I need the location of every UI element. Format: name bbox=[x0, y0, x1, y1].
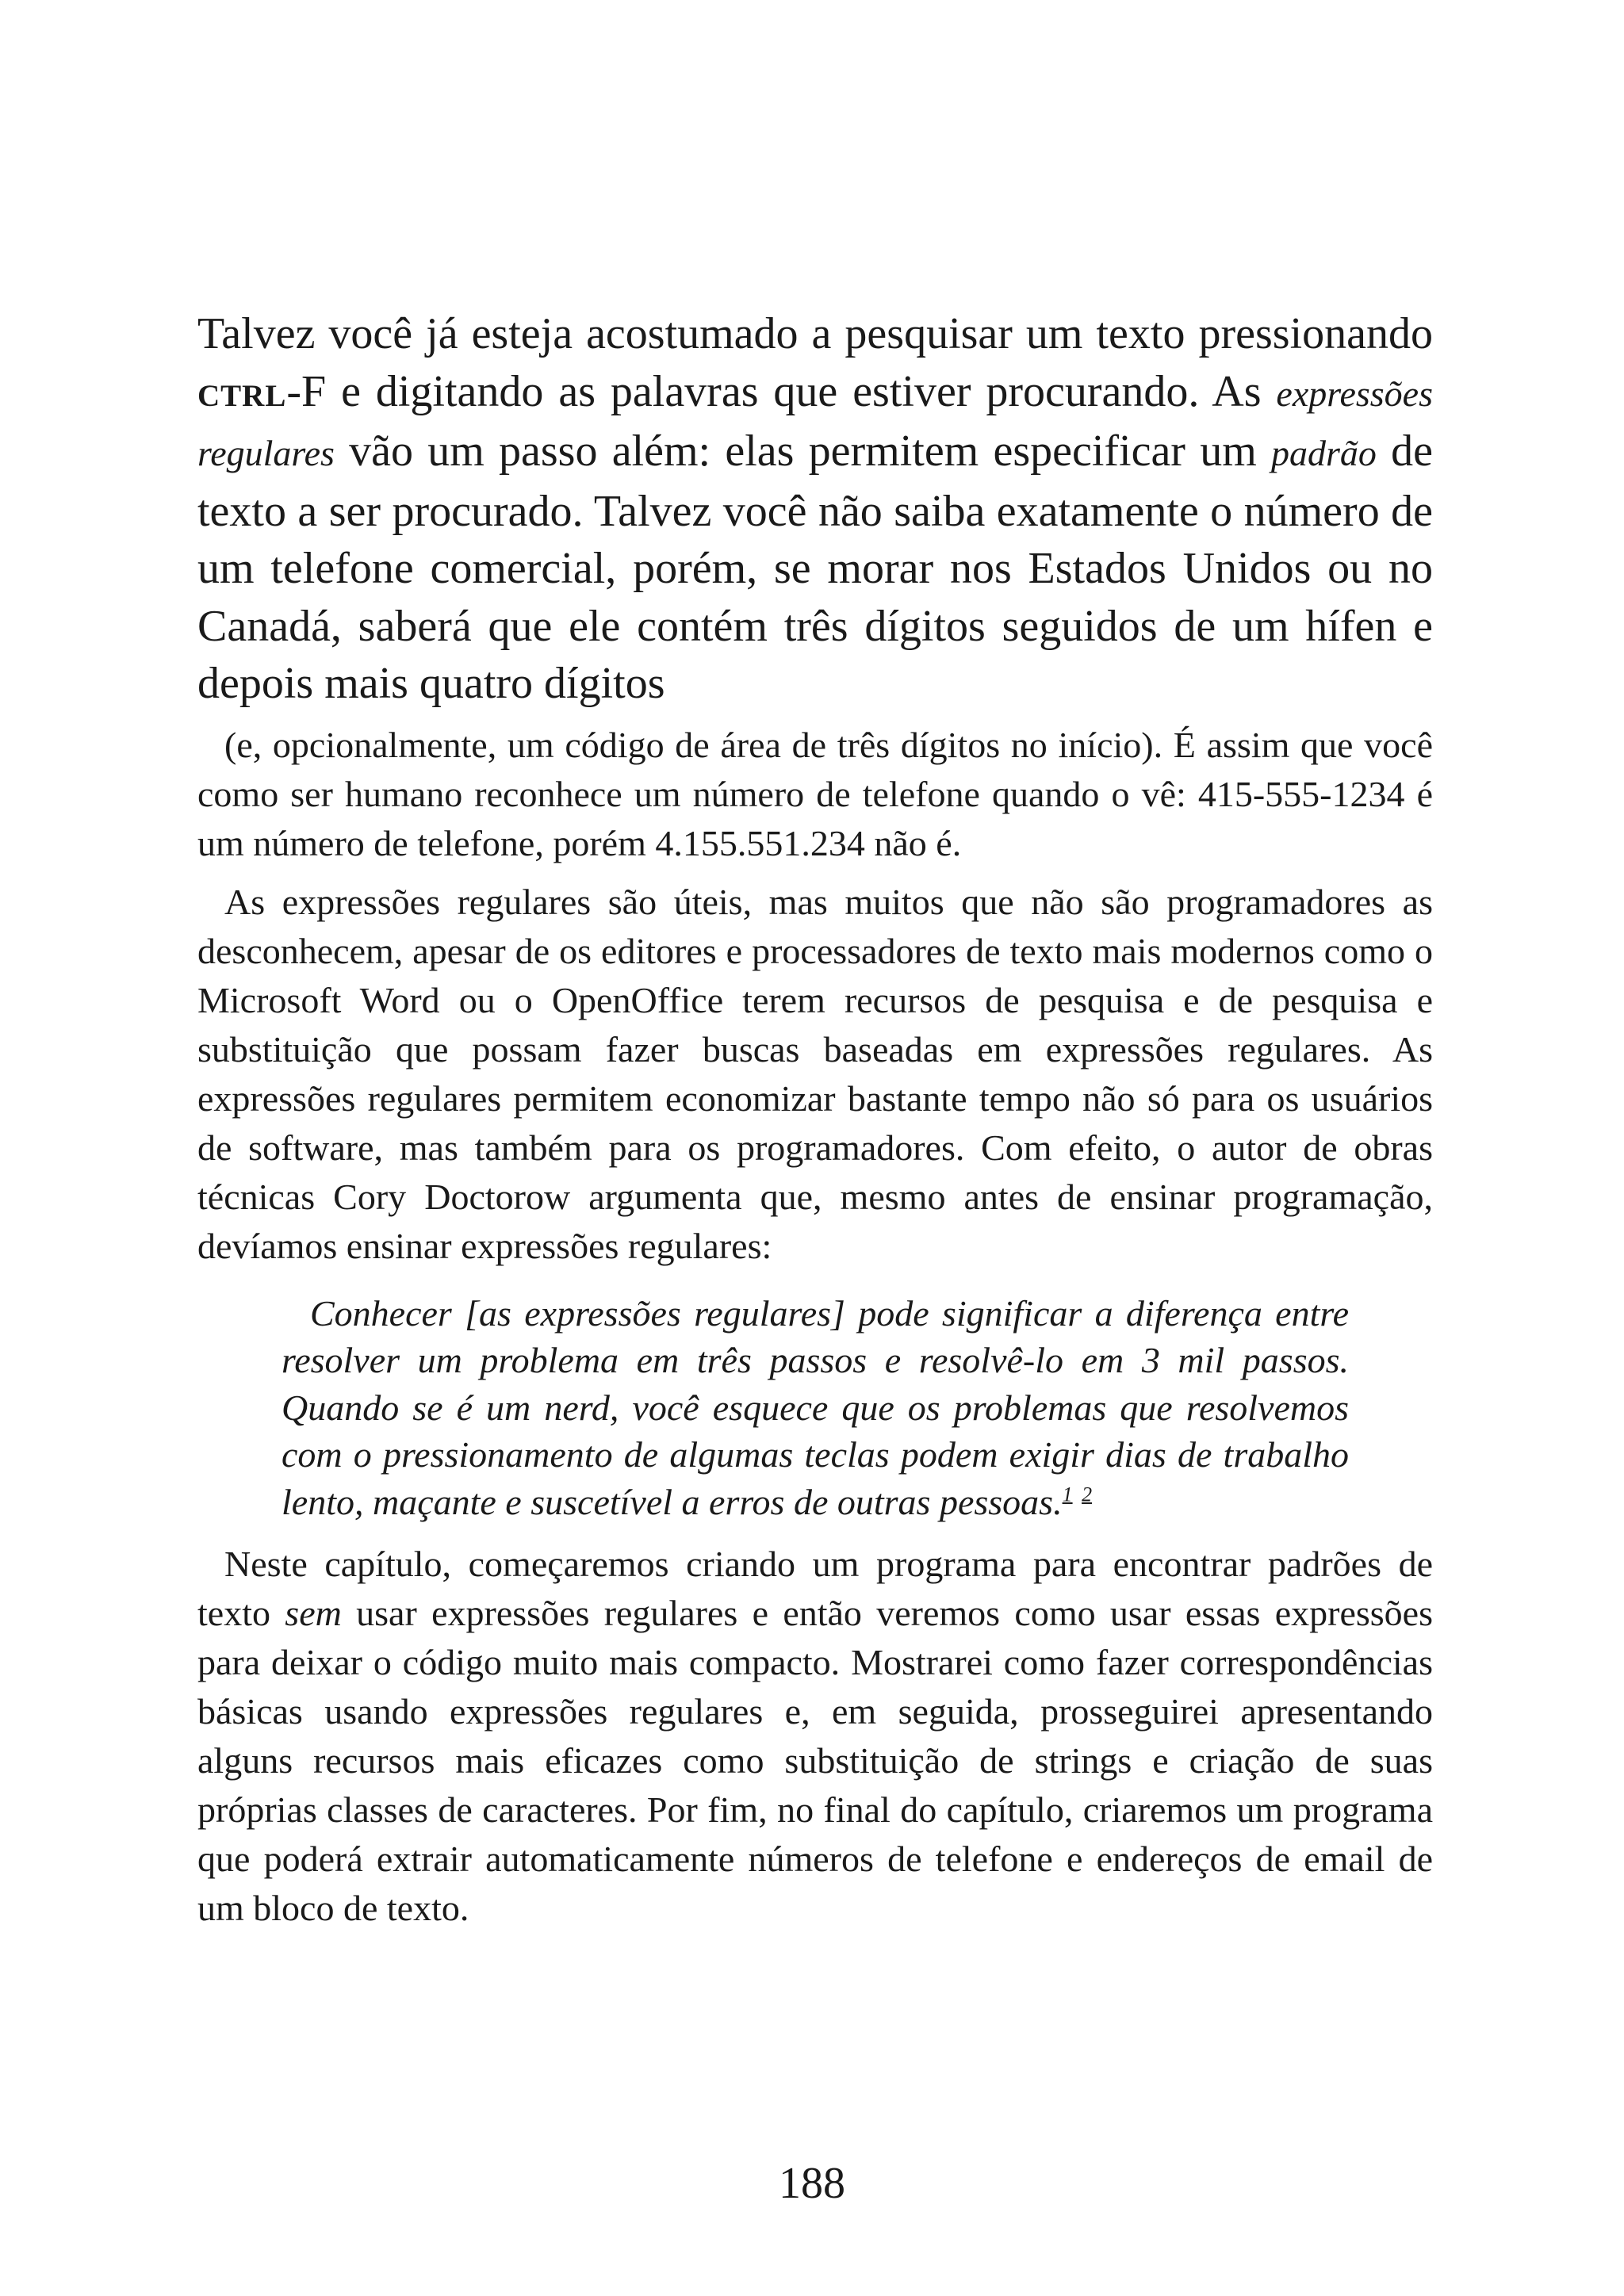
emphasis-pattern: padrão bbox=[1271, 433, 1377, 473]
quote-text: Conhecer [as expressões regulares] pode significar a diferença entre resolver um problema em três passos e resolvê-lo em 3 mil passos. Quando se é um nerd, você esquece que os problemas que resolvemos com o pressionamento de algumas teclas podem exigir dias de trabalho lento, maçante e suscetível a erros de outras pessoas. bbox=[282, 1292, 1349, 1522]
text-run: Neste capítulo, começaremos criando um programa para encontrar padrões de texto bbox=[197, 1544, 1433, 1633]
regex-usefulness-paragraph: As expressões regulares são úteis, mas muitos que não são programadores as desconhecem, apesar de os editores e processadores de texto mais modernos como o Microsoft Word ou o OpenOffice terem recursos de pesquisa e de pesquisa e substituição que possam fazer buscas baseadas em expressões regulares. As expressões regulares permitem economizar bastante tempo não só para os usuários de software, mas também para os programadores. Com efeito, o autor de obras técnicas Cory Doctorow argumenta que, mesmo antes de ensinar programação, devíamos ensinar expressões regulares: bbox=[197, 881, 1433, 1266]
text-run: vão um passo além: elas permitem especificar um bbox=[334, 427, 1271, 476]
chapter-overview-paragraph bbox=[197, 1540, 1433, 1933]
text-run: de texto a ser procurado. Talvez você não saiba exatamente o número de um telefone comercial, porém, se morar nos Estados Unidos ou no Canadá, saberá que ele contém três dígitos seguidos de um hífen e depois mais quatro dígitos bbox=[197, 427, 1433, 708]
intro-paragraph bbox=[197, 305, 1433, 713]
page-body bbox=[197, 305, 1433, 1933]
footnote-ref-2[interactable]: 2 bbox=[1082, 1483, 1093, 1506]
emphasis-regex: expressões regulares bbox=[197, 373, 1433, 473]
text-run: -F e digitando as palavras que estiver procurando. As bbox=[286, 366, 1277, 416]
text-run: usar expressões regulares e então veremos como usar essas expressões para deixar o código muito mais compacto. Mostrarei como fazer correspondências básicas usando expressões regulares e, em seguida, prosseguirei apresentando alguns recursos mais eficazes como substituição de strings e criação de suas próprias classes de caracteres. Por fim, no final do capítulo, criaremos um programa que poderá extrair automaticamente números de telefone e endereços de email de um bloco de texto. bbox=[197, 1593, 1433, 1928]
footnote-ref-1[interactable]: 1 bbox=[1062, 1483, 1073, 1506]
ctrl-key-label: ctrl bbox=[197, 366, 287, 416]
text-run: Talvez você já esteja acostumado a pesquisar um texto pressionando bbox=[197, 309, 1433, 358]
emphasis-without: sem bbox=[285, 1593, 342, 1633]
doctorow-quote bbox=[282, 1290, 1349, 1526]
page-number: 188 bbox=[779, 2159, 845, 2208]
intro-paragraph-continuation: (e, opcionalmente, um código de área de três dígitos no início). É assim que você como ser humano reconhece um número de telefone quando o vê: 415-555-1234 é um número de telefone, porém 4.155.551.234 não é. bbox=[197, 724, 1433, 863]
